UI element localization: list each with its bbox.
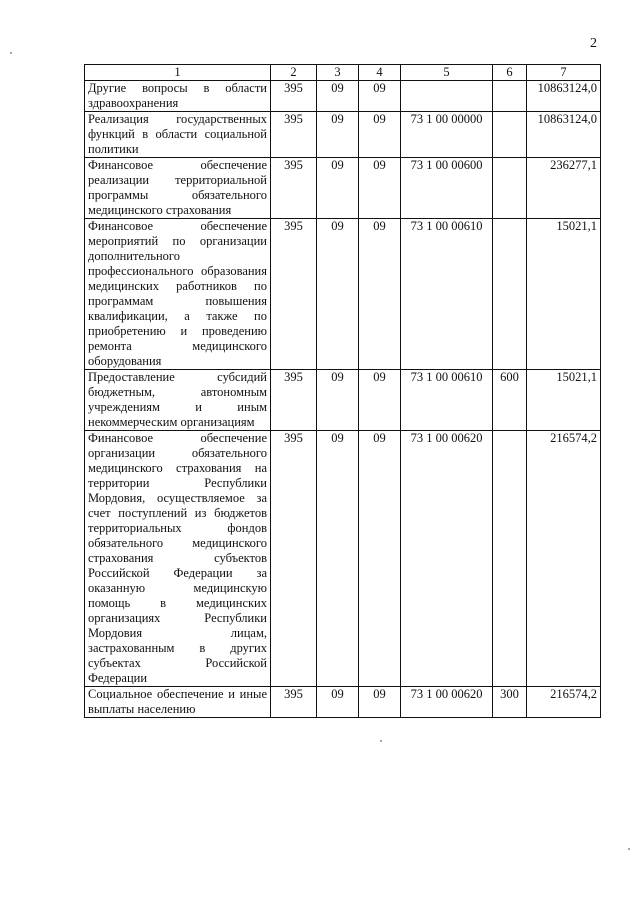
row-col3: 09 (317, 81, 359, 112)
table-row (85, 158, 601, 219)
page-number: 2 (590, 36, 597, 51)
row-col2: 395 (271, 219, 317, 370)
row-col6 (493, 431, 527, 687)
row-col4: 09 (359, 687, 401, 718)
row-name: Реализация государственных функций в области социальной политики (85, 112, 271, 158)
row-col4: 09 (359, 81, 401, 112)
row-col5: 73 1 00 00000 (401, 112, 493, 158)
row-name: Другие вопросы в области здравоохранения (85, 81, 271, 112)
table-row (85, 370, 601, 431)
row-col2: 395 (271, 431, 317, 687)
row-name: Социальное обеспечение и иные выплаты населению (85, 687, 271, 718)
table-row (85, 112, 601, 158)
header-cell-5: 5 (401, 65, 493, 81)
row-col4: 09 (359, 219, 401, 370)
header-cell-1: 1 (85, 65, 271, 81)
row-col3: 09 (317, 687, 359, 718)
row-name: Финансовое обеспечение мероприятий по организации дополнительного профессионального образования медицинских работников по программам повышения квалификации, а также по приобретению и проведению ремонта медицинского оборудования (85, 219, 271, 370)
row-col2: 395 (271, 112, 317, 158)
row-col6: 600 (493, 370, 527, 431)
row-col6 (493, 219, 527, 370)
row-col3: 09 (317, 370, 359, 431)
header-cell-2: 2 (271, 65, 317, 81)
table-row (85, 219, 601, 370)
row-col4: 09 (359, 158, 401, 219)
row-col7: 10863124,0 (527, 112, 601, 158)
row-col6 (493, 81, 527, 112)
row-col5 (401, 81, 493, 112)
header-cell-6: 6 (493, 65, 527, 81)
row-col3: 09 (317, 158, 359, 219)
row-col5: 73 1 00 00620 (401, 431, 493, 687)
row-col6 (493, 112, 527, 158)
row-col5: 73 1 00 00610 (401, 370, 493, 431)
row-col7: 10863124,0 (527, 81, 601, 112)
row-col4: 09 (359, 112, 401, 158)
header-cell-7: 7 (527, 65, 601, 81)
row-col7: 15021,1 (527, 370, 601, 431)
scan-speck (380, 740, 382, 742)
row-col2: 395 (271, 370, 317, 431)
row-col2: 395 (271, 687, 317, 718)
row-col7: 216574,2 (527, 687, 601, 718)
row-col3: 09 (317, 112, 359, 158)
row-name: Финансовое обеспечение реализации территориальной программы обязательного медицинского страхования (85, 158, 271, 219)
scan-speck (628, 848, 630, 850)
row-name: Предоставление субсидий бюджетным, автономным учреждениям и иным некоммерческим организациям (85, 370, 271, 431)
header-cell-3: 3 (317, 65, 359, 81)
row-col3: 09 (317, 431, 359, 687)
row-col4: 09 (359, 431, 401, 687)
row-col7: 15021,1 (527, 219, 601, 370)
row-name: Финансовое обеспечение организации обязательного медицинского страхования на территории Республики Мордовия, осуществляемое за счет поступлений из бюджетов территориальных фондов обязательного медицинского страхования субъектов Российской Федерации за оказанную медицинскую помощь в медицинских организациях Республики Мордовия лицам, застрахованным в других субъектах Российской Федерации (85, 431, 271, 687)
row-col7: 236277,1 (527, 158, 601, 219)
row-col6: 300 (493, 687, 527, 718)
row-col5: 73 1 00 00600 (401, 158, 493, 219)
row-col2: 395 (271, 81, 317, 112)
row-col3: 09 (317, 219, 359, 370)
header-cell-4: 4 (359, 65, 401, 81)
row-col2: 395 (271, 158, 317, 219)
table-header-row (85, 65, 601, 81)
row-col7: 216574,2 (527, 431, 601, 687)
table-row (85, 431, 601, 687)
table-row (85, 687, 601, 718)
table-row (85, 81, 601, 112)
scan-speck (10, 52, 12, 54)
row-col4: 09 (359, 370, 401, 431)
row-col6 (493, 158, 527, 219)
row-col5: 73 1 00 00620 (401, 687, 493, 718)
budget-table (84, 64, 601, 718)
row-col5: 73 1 00 00610 (401, 219, 493, 370)
